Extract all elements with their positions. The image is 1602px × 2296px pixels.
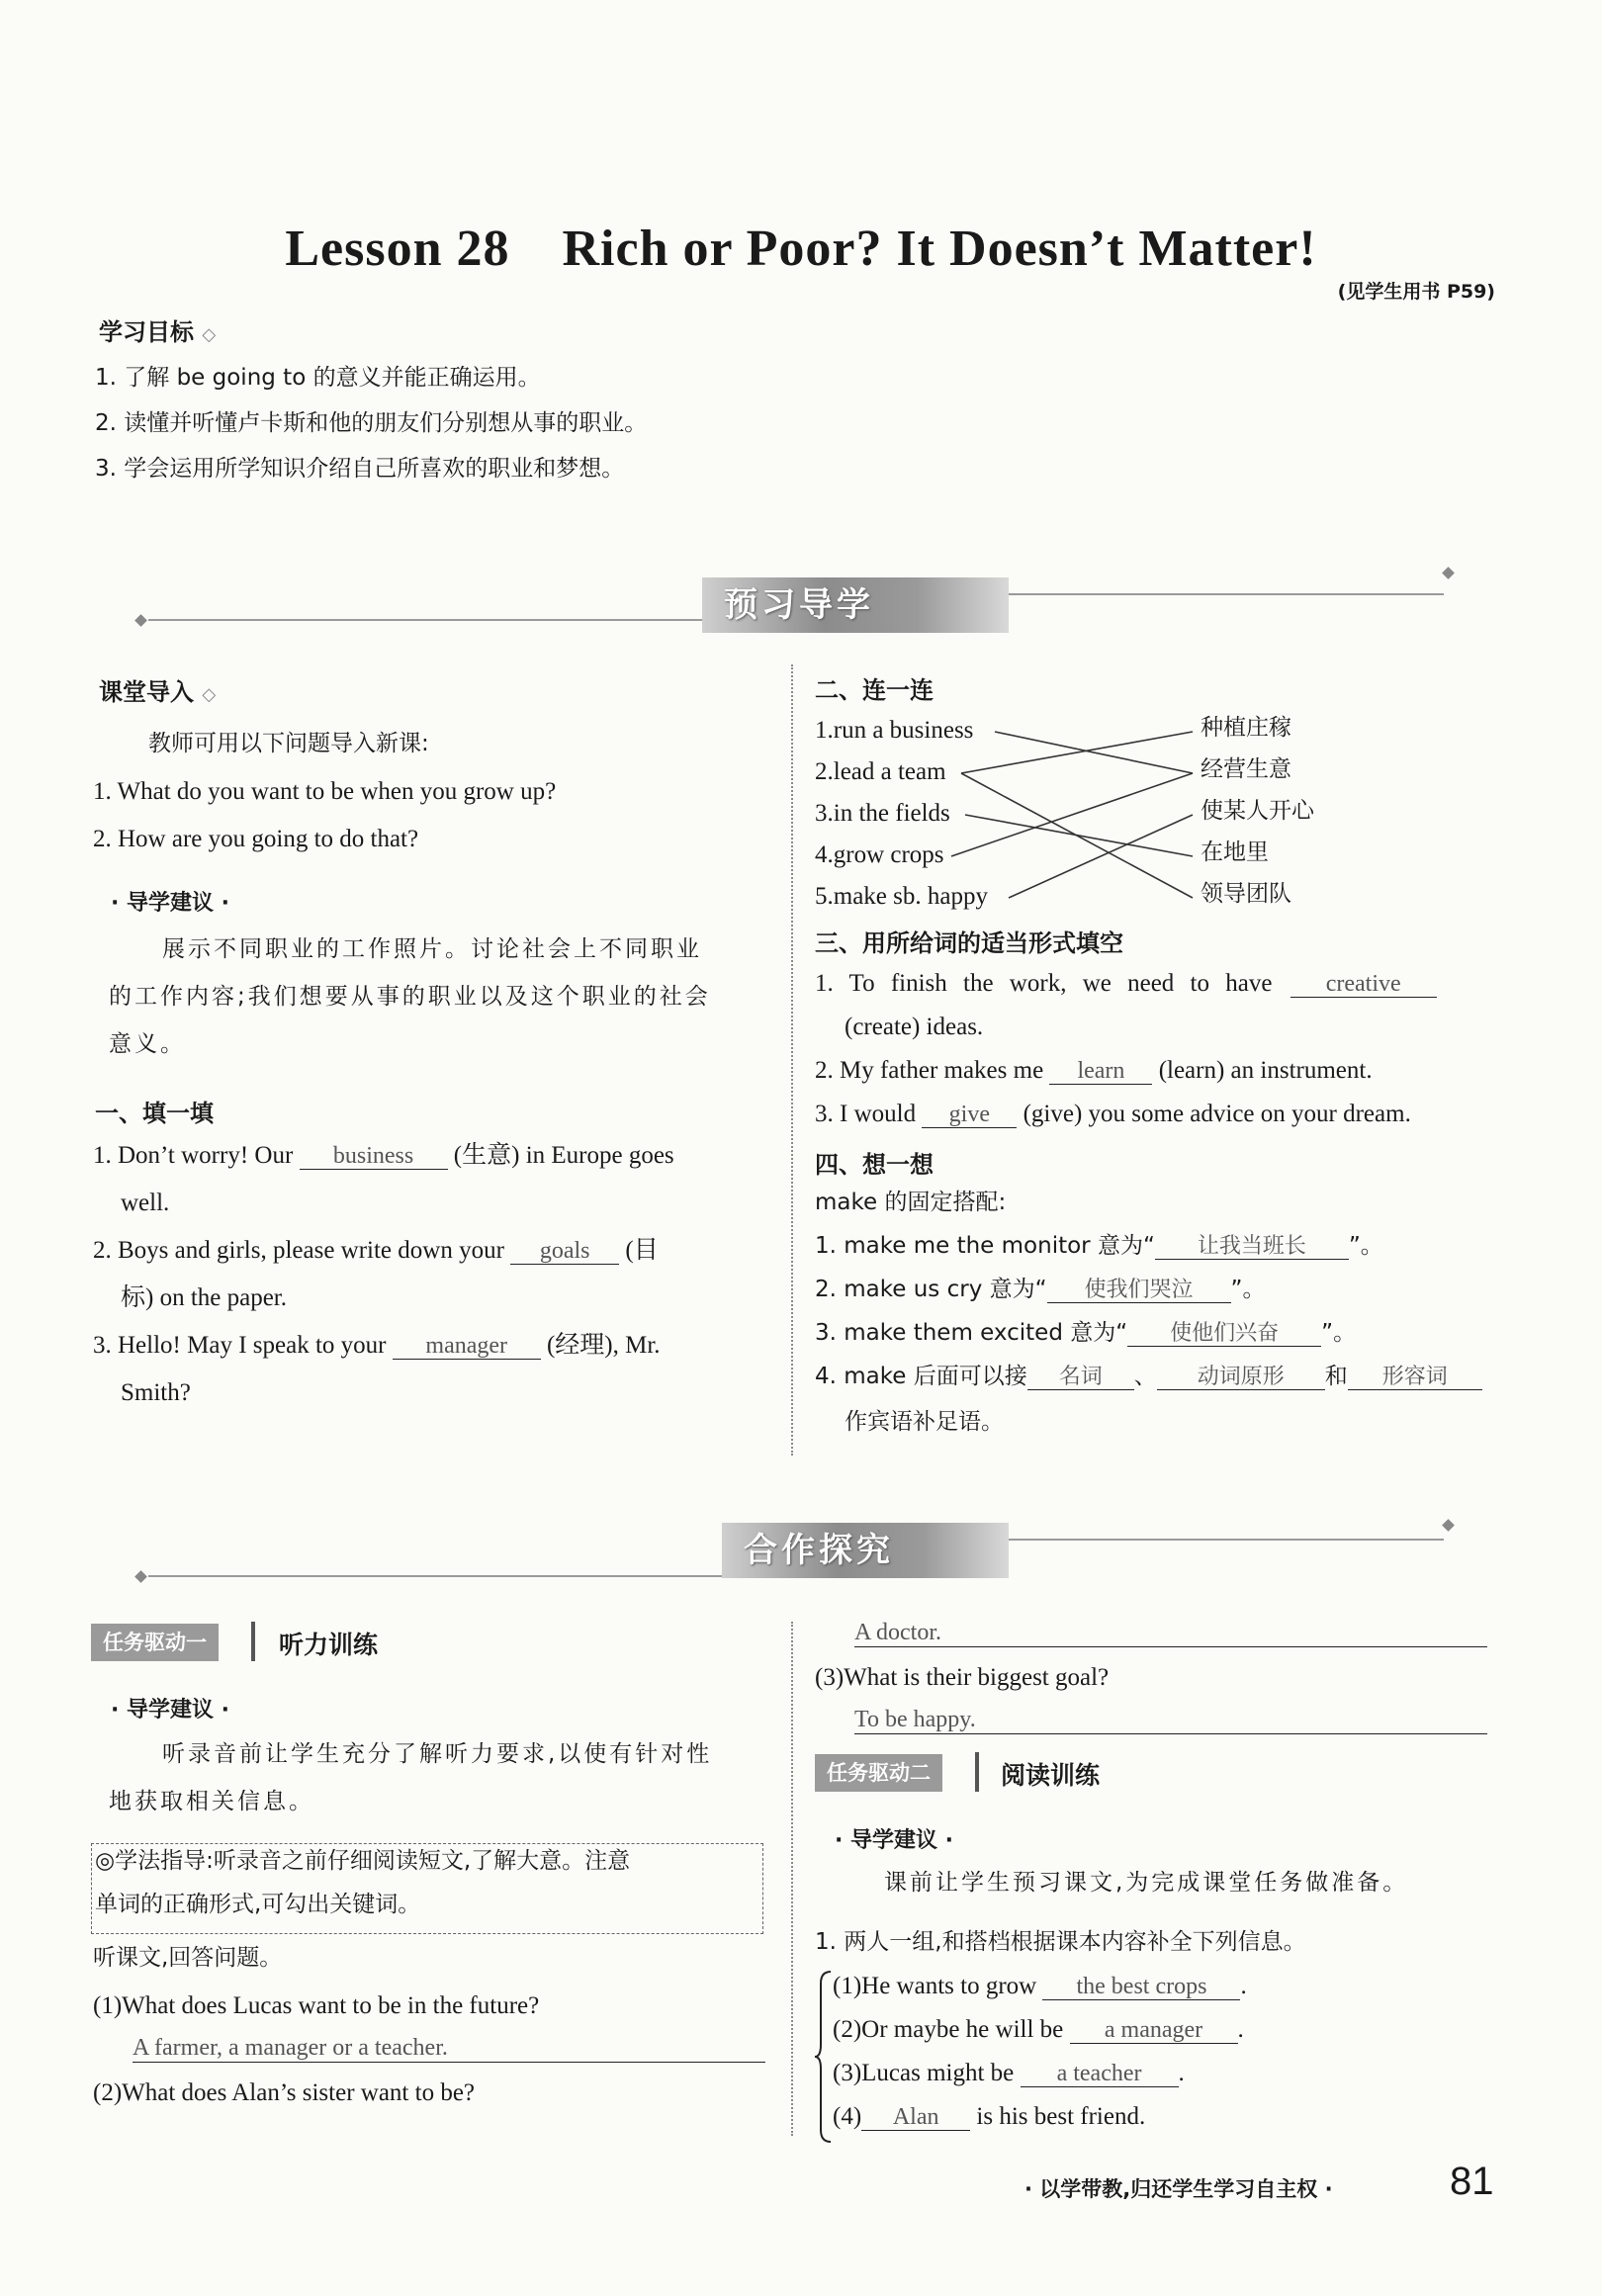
answer-blank: Alan <box>861 2104 970 2131</box>
match-left-item: 1.run a business <box>815 717 974 744</box>
reading-item-text: . <box>1178 2060 1185 2086</box>
guide-label: · 导学建议 · <box>111 1698 230 1722</box>
answer-blank: a manager <box>1070 2017 1238 2044</box>
answer-blank: a teacher <box>1021 2061 1179 2087</box>
think-lead: make 的固定搭配: <box>815 1190 1007 1215</box>
section-rule-right <box>1009 1539 1444 1541</box>
diamond-arrow-icon: ◇ <box>202 684 217 705</box>
fill-item-text: Smith? <box>121 1379 191 1406</box>
match-left-item: 2.lead a team <box>815 758 946 785</box>
match-line <box>951 773 1193 856</box>
reading-item-text: is his best friend. <box>976 2103 1146 2130</box>
reading-item-4 <box>833 2102 1145 2132</box>
forms-item-2 <box>815 1056 1373 1086</box>
answer-blank: 形容词 <box>1348 1366 1482 1390</box>
footer-slogan: · 以学带教,归还学生学习自主权 · <box>1024 2177 1333 2201</box>
match-right-item: 在地里 <box>1201 839 1269 865</box>
think-item-3 <box>815 1319 1356 1349</box>
answer-blank: 动词原形 <box>1157 1366 1325 1390</box>
listen-answer: A farmer, a manager or a teacher. <box>133 2035 765 2063</box>
fill-item-text: (经理), Mr. <box>546 1332 661 1359</box>
intro-question: 1. What do you want to be when you grow up? <box>93 778 557 805</box>
intro-lead: 教师可用以下问题导入新课: <box>148 731 429 756</box>
match-left-item: 5.make sb. happy <box>815 883 988 910</box>
think-item-text: 3. make them excited 意为“ <box>815 1320 1128 1346</box>
guide-label: · 导学建议 · <box>835 1828 954 1853</box>
column-divider <box>791 1622 793 2136</box>
think-item-text: 1. make me the monitor 意为“ <box>815 1233 1155 1259</box>
reading-item-2 <box>833 2015 1244 2045</box>
method-tip-text: ◎学法指导:听录音之前仔细阅读短文,了解大意。注意 <box>95 1848 631 1874</box>
answer-blank: the best crops <box>1042 1974 1240 2000</box>
answer-blank: give <box>922 1102 1017 1128</box>
think-item-text: 2. make us cry 意为“ <box>815 1277 1047 1302</box>
match-right-item: 使某人开心 <box>1201 798 1314 824</box>
reading-item-text: (2)Or maybe he will be <box>833 2016 1064 2043</box>
guide-text: 地获取相关信息。 <box>109 1789 314 1814</box>
page-number: 81 <box>1450 2160 1494 2203</box>
brace-icon <box>813 1970 833 2144</box>
method-tip-text: 单词的正确形式,可勾出关键词。 <box>95 1892 421 1917</box>
answer-blank: business <box>300 1143 448 1170</box>
match-line <box>965 815 1193 856</box>
listen-question: (1)What does Lucas want to be in the future? <box>93 1992 540 2019</box>
think-item-text: 和 <box>1324 1364 1348 1389</box>
think-item-2 <box>815 1276 1265 1305</box>
answer-blank: creative <box>1290 971 1437 998</box>
fill-item-text: (生意) in Europe goes <box>453 1142 674 1169</box>
section-rule-left <box>148 1575 722 1577</box>
answer-blank: 名词 <box>1027 1366 1134 1390</box>
task-tag-divider <box>975 1752 979 1792</box>
task-name-2: 阅读训练 <box>1001 1761 1101 1790</box>
forms-item-text: 3. I would <box>815 1101 917 1127</box>
reading-item-text: (3)Lucas might be <box>833 2060 1015 2086</box>
think-item-text: 、 <box>1133 1364 1157 1389</box>
reading-item-3 <box>833 2059 1185 2088</box>
guide-text: 意义。 <box>109 1031 186 1057</box>
listen-answer: To be happy. <box>854 1707 1487 1734</box>
intro-heading-text: 课堂导入 <box>99 678 194 706</box>
objective-item: 3. 学会运用所学知识介绍自己所喜欢的职业和梦想。 <box>95 456 625 482</box>
forms-item-text: (learn) an instrument. <box>1158 1057 1373 1084</box>
reading-item-text: (4) <box>833 2103 862 2130</box>
match-line <box>961 732 1193 773</box>
match-right-item: 领导团队 <box>1201 881 1291 907</box>
listen-lead: 听课文,回答问题。 <box>93 1945 283 1971</box>
think-item-text: 4. make 后面可以接 <box>815 1364 1027 1389</box>
fill-item-text: 3. Hello! May I speak to your <box>93 1332 387 1359</box>
forms-item-text: 2. My father makes me <box>815 1057 1044 1084</box>
task-name-1: 听力训练 <box>279 1631 379 1659</box>
match-right-item: 经营生意 <box>1201 756 1291 782</box>
task-tag-1: 任务驱动一 <box>91 1624 219 1661</box>
forms-item-3 <box>815 1100 1411 1129</box>
task-tag-divider <box>251 1622 255 1661</box>
think-heading: 四、想一想 <box>815 1151 934 1179</box>
objective-item: 2. 读懂并听懂卢卡斯和他的朋友们分别想从事的职业。 <box>95 410 648 436</box>
fill-heading: 一、填一填 <box>95 1100 214 1127</box>
forms-item-text: 1. To finish the work, we need to have <box>815 970 1273 997</box>
forms-item-1 <box>815 969 1437 999</box>
listen-question: (2)What does Alan’s sister want to be? <box>93 2079 476 2106</box>
intro-question: 2. How are you going to do that? <box>93 826 419 852</box>
objective-item: 1. 了解 be going to 的意义并能正确运用。 <box>95 365 541 391</box>
guide-label: · 导学建议 · <box>111 891 230 916</box>
guide-text: 展示不同职业的工作照片。讨论社会上不同职业 <box>162 936 702 962</box>
think-item-1 <box>815 1232 1383 1262</box>
task-tag-2: 任务驱动二 <box>815 1754 942 1792</box>
answer-blank: goals <box>510 1238 619 1265</box>
match-left-item: 3.in the fields <box>815 800 950 827</box>
diamond-arrow-icon: ◇ <box>202 324 217 345</box>
guide-text: 的工作内容;我们想要从事的职业以及这个职业的社会 <box>109 984 711 1010</box>
think-item-text: ”。 <box>1348 1233 1383 1259</box>
answer-blank: learn <box>1049 1058 1152 1085</box>
lesson-title: Lesson 28 Rich or Poor? It Doesn’t Matter! <box>285 221 1317 277</box>
forms-heading: 三、用所给词的适当形式填空 <box>815 929 1123 957</box>
match-left-item: 4.grow crops <box>815 841 944 868</box>
match-line <box>961 773 1193 898</box>
match-right-item: 种植庄稼 <box>1201 715 1291 741</box>
answer-blank: 使我们哭泣 <box>1047 1279 1231 1303</box>
guide-text: 课前让学生预习课文,为完成课堂任务做准备。 <box>884 1870 1409 1896</box>
guide-text: 听录音前让学生充分了解听力要求,以使有针对性 <box>162 1741 713 1767</box>
think-item-text: ”。 <box>1321 1320 1357 1346</box>
match-heading: 二、连一连 <box>815 676 934 704</box>
match-line <box>995 732 1193 773</box>
reading-lead: 1. 两人一组,和搭档根据课本内容补全下列信息。 <box>815 1929 1306 1955</box>
reading-item-text: . <box>1237 2016 1244 2043</box>
fill-item-text: well. <box>121 1190 170 1216</box>
listen-question: (3)What is their biggest goal? <box>815 1664 1110 1691</box>
think-item-4 <box>815 1363 1482 1392</box>
answer-blank: 让我当班长 <box>1155 1235 1349 1260</box>
fill-item-text: 2. Boys and girls, please write down your <box>93 1237 504 1264</box>
preview-banner: 预习导学 <box>702 577 1009 633</box>
objectives-heading-text: 学习目标 <box>99 318 194 346</box>
forms-item-text: (give) you some advice on your dream. <box>1023 1101 1411 1127</box>
fill-item-text: 标) on the paper. <box>121 1284 288 1311</box>
forms-item-text: (create) ideas. <box>845 1014 984 1040</box>
answer-blank: manager <box>393 1333 541 1360</box>
reading-item-1 <box>833 1972 1247 2001</box>
think-item-text: 作宾语补足语。 <box>845 1409 1004 1435</box>
think-item-text: ”。 <box>1230 1277 1266 1302</box>
reading-item-text: . <box>1240 1973 1247 1999</box>
reading-item-text: (1)He wants to grow <box>833 1973 1037 1999</box>
student-book-reference: (见学生用书 P59) <box>1337 281 1495 303</box>
listen-answer: A doctor. <box>854 1620 1487 1647</box>
cooperation-banner: 合作探究 <box>722 1523 1009 1578</box>
fill-item-text: 1. Don’t worry! Our <box>93 1142 294 1169</box>
fill-item-text: (目 <box>625 1237 659 1264</box>
answer-blank: 使他们兴奋 <box>1127 1322 1321 1347</box>
